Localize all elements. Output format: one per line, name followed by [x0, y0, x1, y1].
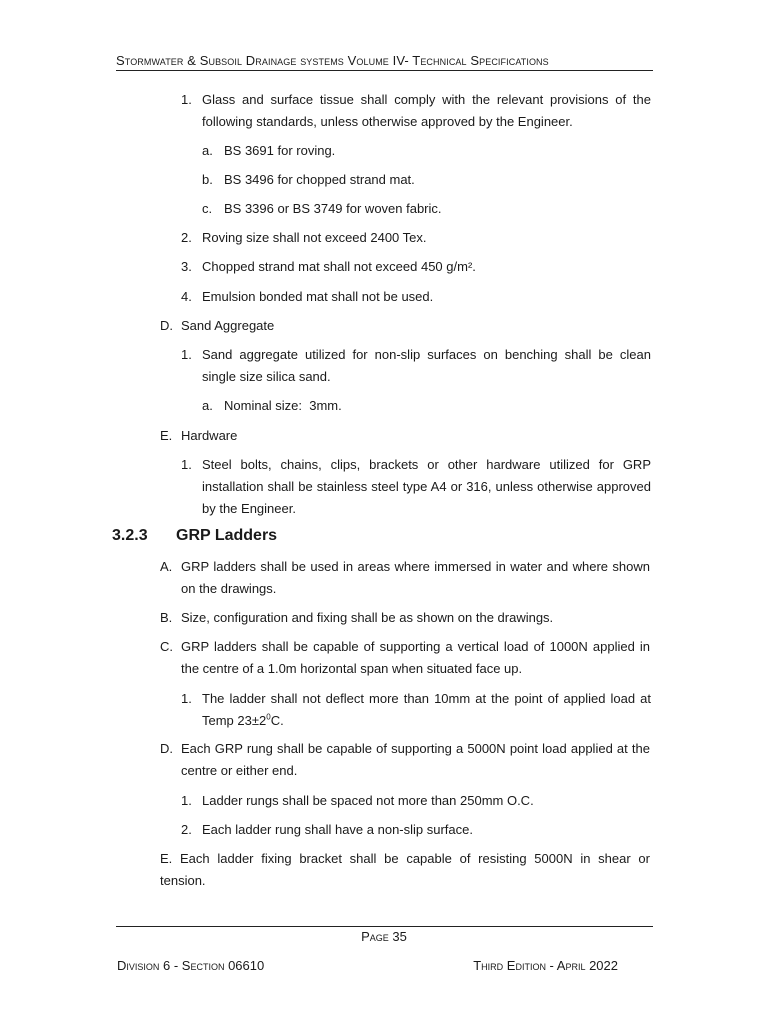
- list-marker: 1.: [181, 92, 192, 107]
- list-item: [181, 688, 651, 732]
- list-marker: D.: [160, 741, 173, 756]
- list-item-text: Sand Aggregate: [181, 318, 275, 333]
- footer-division: Division 6 - Section 06610: [117, 958, 265, 973]
- page-header: [116, 53, 653, 71]
- list-marker: B.: [160, 610, 173, 625]
- list-item-text: by the Engineer.: [202, 501, 296, 516]
- footer-edition: Third Edition - April 2022: [473, 958, 618, 973]
- list-item-text: Ladder rungs shall be spaced not more than 250mm O.C.: [202, 793, 534, 808]
- list-item-text: Hardware: [181, 428, 238, 443]
- list-marker: b.: [202, 172, 213, 187]
- list-item: [181, 454, 651, 520]
- list-marker: a.: [202, 143, 213, 158]
- list-item-text: GRP ladders shall be capable of supporting a vertical load of 1000N applied in: [181, 639, 650, 654]
- temp-prefix: Temp 23±2: [202, 713, 267, 728]
- list-item-text: The ladder shall not deflect more than 10mm at the point of applied load at: [202, 691, 651, 706]
- list-marker: a.: [202, 398, 213, 413]
- list-item-text: installation shall be stainless steel type A4 or 316, unless otherwise approved: [202, 479, 651, 494]
- list-item-text: the centre of a 1.0m horizontal span when situated face up.: [181, 661, 523, 676]
- list-item-text: centre or either end.: [181, 763, 298, 778]
- section-title: GRP Ladders: [176, 527, 278, 544]
- list-item-text: Each ladder rung shall have a non-slip surface.: [202, 822, 473, 837]
- header-title: Stormwater & Subsoil Drainage systems Volume IV- Technical Specifications: [116, 53, 549, 68]
- section-number: 3.2.3: [112, 527, 148, 544]
- list-item-text: Roving size shall not exceed 2400 Tex.: [202, 230, 427, 245]
- list-marker: C.: [160, 639, 173, 654]
- list-marker: 3.: [181, 259, 192, 274]
- list-item-text: GRP ladders shall be used in areas where immersed in water and where shown: [181, 559, 650, 574]
- list-item: [160, 636, 650, 680]
- list-item-text: BS 3496 for chopped strand mat.: [224, 172, 415, 187]
- list-marker: 1.: [181, 347, 192, 362]
- list-marker: E.: [160, 428, 173, 443]
- list-item-text: E. Each ladder fixing bracket shall be capable of resisting 5000N in shear or: [160, 851, 650, 866]
- list-marker: 4.: [181, 289, 192, 304]
- list-item-text: Steel bolts, chains, clips, brackets or other hardware utilized for GRP: [202, 457, 651, 472]
- list-item-text: Each GRP rung shall be capable of supporting a 5000N point load applied at the: [181, 741, 650, 756]
- temp-superscript: 0: [266, 712, 271, 722]
- temp-suffix: C.: [270, 713, 284, 728]
- list-item-text: Glass and surface tissue shall comply with the relevant provisions of the: [202, 92, 651, 107]
- footer-divider: [116, 926, 653, 927]
- list-marker: A.: [160, 559, 173, 574]
- list-item-text: BS 3396 or BS 3749 for woven fabric.: [224, 201, 442, 216]
- list-item-text: single size silica sand.: [202, 369, 331, 384]
- list-item: [160, 848, 650, 892]
- list-marker: c.: [202, 201, 213, 216]
- list-marker: 1.: [181, 793, 192, 808]
- list-marker: 2.: [181, 822, 192, 837]
- list-item: [181, 344, 651, 388]
- list-item-text: Size, configuration and fixing shall be as shown on the drawings.: [181, 610, 554, 625]
- list-item-text: BS 3691 for roving.: [224, 143, 336, 158]
- list-item-text: Sand aggregate utilized for non-slip surfaces on benching shall be clean: [202, 347, 651, 362]
- list-item: [160, 738, 650, 782]
- list-item: [181, 89, 651, 133]
- list-item-text: on the drawings.: [181, 581, 277, 596]
- list-item-text: Emulsion bonded mat shall not be used.: [202, 289, 434, 304]
- list-marker: 2.: [181, 230, 192, 245]
- list-marker: 1.: [181, 457, 192, 472]
- page-number: Page 35: [361, 929, 407, 944]
- list-item-text: Nominal size: 3mm.: [224, 398, 342, 413]
- list-item-text: [202, 710, 651, 732]
- list-item-text: following standards, unless otherwise approved by the Engineer.: [202, 114, 573, 129]
- list-item-text: Chopped strand mat shall not exceed 450 g/m².: [202, 259, 476, 274]
- list-marker: 1.: [181, 691, 192, 706]
- list-item-text: tension.: [160, 873, 206, 888]
- list-item: [160, 556, 650, 600]
- list-marker: D.: [160, 318, 173, 333]
